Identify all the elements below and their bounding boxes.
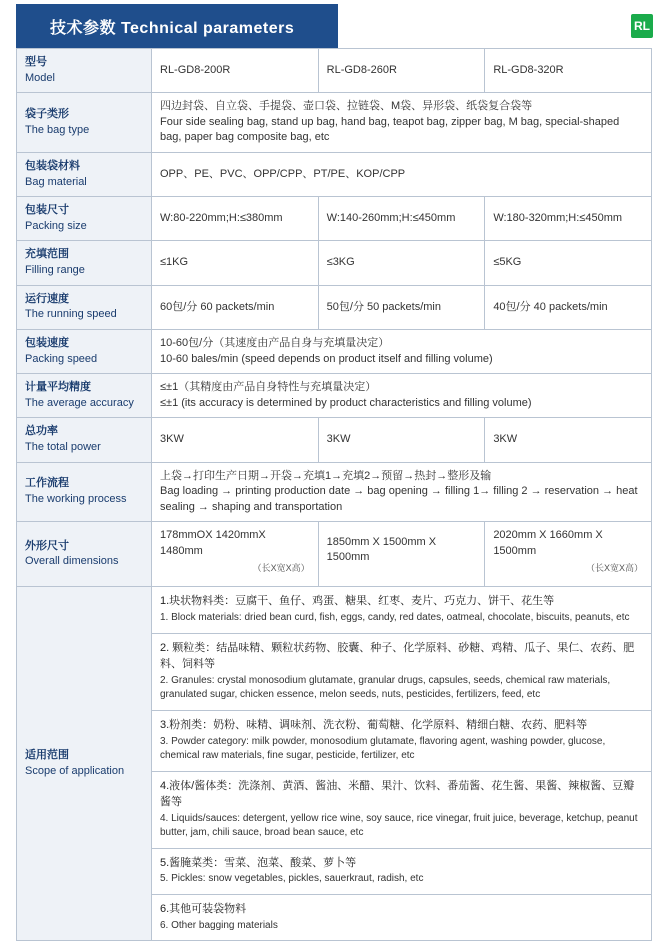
- cell-running-speed-3: 40包/分 40 packets/min: [485, 285, 652, 329]
- row-label-filling-range: 充填范围 Filling range: [17, 241, 152, 285]
- cell-overall-dimensions-3: 2020mm X 1660mm X 1500mm （长X宽X高）: [485, 522, 652, 587]
- table-row: [17, 153, 652, 197]
- cell-overall-dimensions-2: 1850mm X 1500mm X 1500mm: [318, 522, 485, 587]
- cell-total-power-2: 3KW: [318, 418, 485, 462]
- list-item: 5.酱腌菜类：雪菜、泡菜、酸菜、萝卜等 5. Pickles: snow vegetables, pickles, sauerkraut, radish, etc: [152, 849, 651, 895]
- cell-packing-size-3: W:180-320mm;H:≤450mm: [485, 197, 652, 241]
- list-item: 6.其他可装袋物料 6. Other bagging materials: [160, 902, 278, 931]
- table-row: [17, 49, 652, 93]
- row-label-bag-type: 袋子类形 The bag type: [17, 93, 152, 153]
- table-row: [17, 418, 652, 462]
- row-label-working-process: 工作流程 The working process: [17, 462, 152, 522]
- table-row: [17, 462, 652, 522]
- row-label-total-power: 总功率 The total power: [17, 418, 152, 462]
- table-row: [17, 522, 652, 587]
- row-label-packing-size: 包装尺寸 Packing size: [17, 197, 152, 241]
- cell-packing-size-2: W:140-260mm;H:≤450mm: [318, 197, 485, 241]
- row-label-model: 型号 Model: [17, 49, 152, 93]
- company-logo-icon: RL: [631, 14, 653, 38]
- page-title: 技术参数 Technical parameters: [50, 19, 295, 37]
- cell-total-power-1: 3KW: [152, 418, 319, 462]
- table-row: [17, 285, 652, 329]
- cell-running-speed-2: 50包/分 50 packets/min: [318, 285, 485, 329]
- cell-average-accuracy: ≤±1（其精度由产品自身特性与充填量决定） ≤±1 (its accuracy is determined by product characteristics and filling volume): [152, 374, 652, 418]
- cell-filling-range-2: ≤3KG: [318, 241, 485, 285]
- row-label-running-speed: 运行速度 The running speed: [17, 285, 152, 329]
- cell-packing-speed: 10-60包/分（其速度由产品自身与充填量决定） 10-60 bales/min (speed depends on product itself and filling volume): [152, 329, 652, 373]
- table-row-scope: [17, 587, 652, 941]
- header-banner: [16, 4, 338, 48]
- cell-filling-range-3: ≤5KG: [485, 241, 652, 285]
- row-label-average-accuracy: 计量平均精度 The average accuracy: [17, 374, 152, 418]
- cell-overall-dimensions-1: 178mmOX 1420mmX 1480mm （长X宽X高）: [152, 522, 319, 587]
- list-item: 1.块状物料类：豆腐干、鱼仔、鸡蛋、糖果、红枣、麦片、巧克力、饼干、花生等 1. Block materials: dried bean curd, fish, eggs, candy, red dates, oatmeal, chocolate, biscuits, peanuts, etc: [152, 587, 651, 633]
- list-item: 4.液体/酱体类：洗涤剂、黄酒、酱油、米醋、果汁、饮料、番茄酱、花生酱、果酱、辣椒酱、豆瓣酱等 4. Liquids/sauces: detergent, yellow rice wine, soy sauce, rice vinegar, fruit juice, beverage, ketchup, peanut butter, jam, chili sauce, broad bean sauce, etc: [152, 772, 651, 849]
- list-item: 3.粉剂类：奶粉、味精、调味剂、洗衣粉、葡萄糖、化学原料、精细白糖、农药、肥料等 3. Powder category: milk powder, monosodium glutamate, flavoring agent, washing powder, glucose, chemical raw materials, fine sugar, pesticide, fertilizer, etc: [152, 711, 651, 772]
- row-label-overall-dimensions: 外形尺寸 Overall dimensions: [17, 522, 152, 587]
- cell-model-2: RL-GD8-260R: [318, 49, 485, 93]
- cell-model-1: RL-GD8-200R: [152, 49, 319, 93]
- cell-packing-size-1: W:80-220mm;H:≤380mm: [152, 197, 319, 241]
- row-label-bag-material: 包装袋材料 Bag material: [17, 153, 152, 197]
- table-row: [17, 374, 652, 418]
- cell-running-speed-1: 60包/分 60 packets/min: [152, 285, 319, 329]
- row-label-packing-speed: 包装速度 Packing speed: [17, 329, 152, 373]
- cell-working-process: 上袋→打印生产日期→开袋→充填1→充填2→预留→热封→整形及输 Bag loading → printing production date → bag opening → filling 1→ filling 2 → reservation → heat sealing → shaping and transportation: [152, 462, 652, 522]
- list-item: 2. 颗粒类：结晶味精、颗粒状药物、胶囊、种子、化学原料、砂糖、鸡精、瓜子、果仁、农药、肥料、饲料等 2. Granules: crystal monosodium glutamate, granular drugs, capsules, seeds, chemical raw materials, granulated sugar, chicken essence, melon seeds, nuts, pesticides, fertilizers, feed, etc: [152, 634, 651, 711]
- table-row: [17, 241, 652, 285]
- cell-bag-material: OPP、PE、PVC、OPP/CPP、PT/PE、KOP/CPP: [152, 153, 652, 197]
- technical-parameters-table: [16, 48, 652, 941]
- table-row: [17, 329, 652, 373]
- cell-filling-range-1: ≤1KG: [152, 241, 319, 285]
- cell-model-3: RL-GD8-320R: [485, 49, 652, 93]
- cell-bag-type: 四边封袋、自立袋、手提袋、壶口袋、拉链袋、M袋、异形袋、纸袋复合袋等 Four side sealing bag, stand up bag, hand bag, teapot bag, zipper bag, M bag, special-shaped bag, paper bag composite bag, etc: [152, 93, 652, 153]
- row-label-scope-of-application: 适用范围 Scope of application: [17, 587, 152, 941]
- table-row: [17, 93, 652, 153]
- scope-list: [152, 587, 652, 941]
- table-row: [17, 197, 652, 241]
- cell-total-power-3: 3KW: [485, 418, 652, 462]
